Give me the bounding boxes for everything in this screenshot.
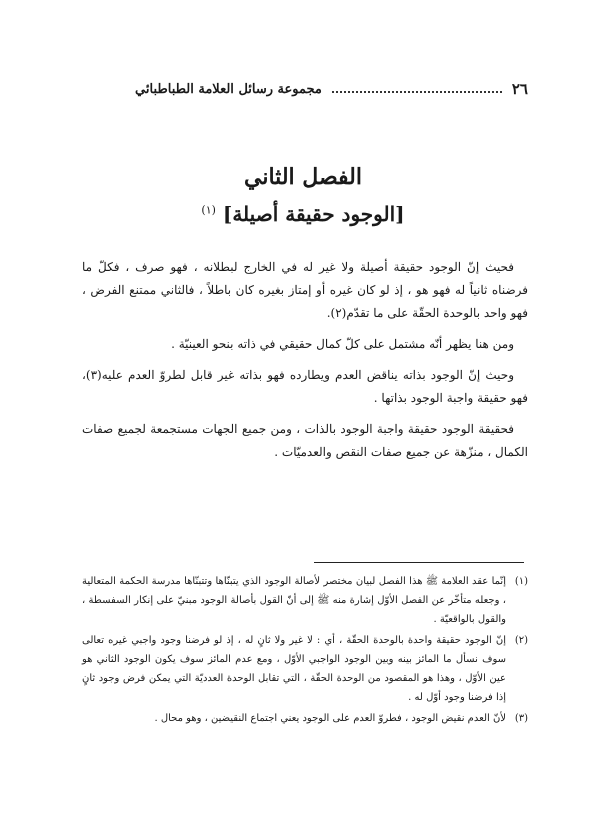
footnote-1	[82, 572, 528, 629]
chapter-title: الفصل الثاني	[244, 164, 362, 190]
footnote-separator	[314, 562, 524, 563]
footnote-text: إنّ الوجود حقيقة واحدة بالوحدة الحقّة ، أي : لا غير ولا ثانٍ له ، إذ لو فرضنا وجود واجبي غيره تعالى سوف نسأل ما المائز بينه وبين الوجود الواجبي الأوّل ، ومع عدم المائز سوف يكون الوجود الثاني هو عين الأوّل ، وهذا هو المقصود من الوحدة الحقّة ، التي تقابل الوحدة العدديّة التي يمكن فرض وجود ثانٍ إذا فرضنا وجود أوّل له .	[82, 635, 506, 703]
footnote-2	[82, 631, 528, 707]
chapter-subtitle	[0, 202, 606, 226]
body-text	[82, 256, 528, 472]
paragraph-3: وحيث إنّ الوجود بذاته يناقض العدم ويطارده فهو بذاته غير قابل لطروّ العدم عليه(٣)، فهو حقيقة واجبة الوجود بذاتها .	[82, 368, 528, 405]
footnote-number: (٣)	[514, 713, 528, 724]
footnote-number: (١)	[514, 576, 528, 587]
footnote-text: إنّما عقد العلامة ﷺ هذا الفصل لبيان مختصر لأصالة الوجود الذي يتبنّاها وتتبنّاها مدرسة الحكمة المتعالية ، وجعله متأخّر عن الفصل الأوّل إشارة منه ﷺ إلى أنّ القول بأصالة الوجود مبنيّ على إنكار السفسطة ، والقول بالواقعيّة .	[82, 576, 506, 625]
paragraph-4: فحقيقة الوجود حقيقة واجبة الوجود بالذات ، ومن جميع الجهات مستجمعة لجميع صفات الكمال ، منزّهة عن جميع صفات النقص والعدميّات .	[82, 422, 528, 459]
paragraph-2: ومن هنا يظهر أنّه مشتمل على كلّ كمال حقيقي في ذاته بنحو العينيّة .	[171, 337, 514, 351]
subtitle-footnote-ref: (١)	[201, 203, 216, 217]
running-header	[82, 78, 528, 100]
page-number: ٢٦	[511, 80, 528, 98]
subtitle-text: [الوجود حقيقة أصيلة]	[222, 202, 405, 226]
footnote-text: لأنّ العدم نقيض الوجود ، فطروّ العدم على الوجود يعني اجتماع النقيضين ، وهو محال .	[154, 713, 506, 724]
paragraph-1: فحيث إنّ الوجود حقيقة أصيلة ولا غير له في الخارج لبطلانه ، فهو صرف ، فكلّ ما فرضناه ثانياً له فهو هو ، إذ لو كان غيره أو إمتاز بغيره كان باطلاً ، فالثاني ممتنع الفرض ، فهو واحد بالوحدة الحقّة على ما تقدّم(٢).	[82, 260, 528, 320]
footnotes	[82, 572, 528, 730]
header-leader-dots	[332, 85, 502, 93]
footnote-3	[82, 709, 528, 728]
footnote-number: (٢)	[514, 635, 528, 646]
header-title: مجموعة رسائل العلامة الطباطبائي	[135, 81, 322, 97]
